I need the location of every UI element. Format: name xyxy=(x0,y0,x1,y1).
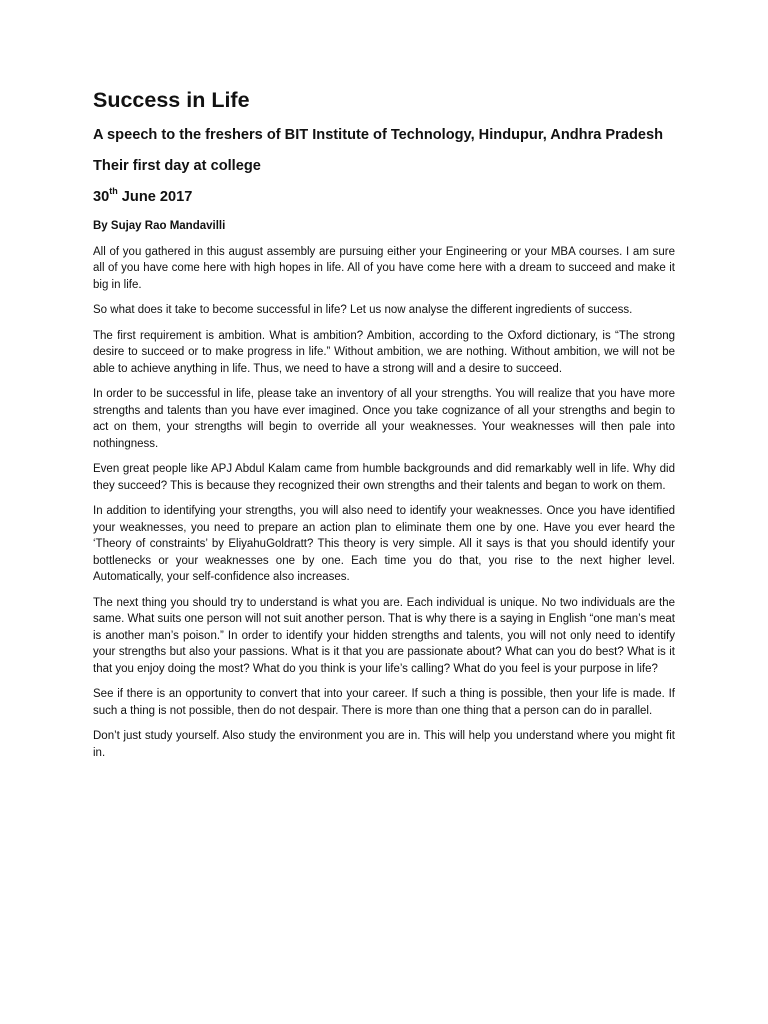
paragraph: See if there is an opportunity to convert that into your career. If such a thing is possible, then your life is made. If such a thing is not possible, then do not despair. There is more than one thing that a person can do in parallel. xyxy=(93,688,675,717)
date-day: 30 xyxy=(93,188,110,205)
paragraph: Even great people like APJ Abdul Kalam came from humble backgrounds and did remarkably well in life. Why did they succeed? This is because they recognized their own strengths and their talents and began to work on them. xyxy=(93,463,675,492)
paragraph: So what does it take to become successful in life? Let us now analyse the different ingredients of success. xyxy=(93,304,633,317)
paragraph: All of you gathered in this august assembly are pursuing either your Engineering or your MBA courses. I am sure all of you have come here with high hopes in life. All of you have come here with a dream to succeed and make it big in life. xyxy=(93,245,675,291)
document-date xyxy=(93,185,675,207)
paragraph: Don’t just study yourself. Also study the environment you are in. This will help you understand where you might fit in. xyxy=(93,730,675,759)
paragraph: In addition to identifying your strengths, you will also need to identify your weaknesses. Once you have identified your weaknesses, you need to prepare an action plan to eliminate them one by one. Have you ever heard the ‘Theory of constraints’ by EliyahuGoldratt? This theory is very simple. All it says is that you should identify your bottlenecks or your weaknesses one by one. Each time you do that, you rise to the next higher level. Automatically, your self-confidence also increases. xyxy=(93,505,675,584)
document-body xyxy=(93,88,675,770)
paragraph: In order to be successful in life, please take an inventory of all your strengths. You will realize that you have more strengths and talents than you have ever imagined. Once you take cognizance of all your strengths and begin to act on them, your strengths will begin to override all your weaknesses. Your weaknesses will then pale into nothingness. xyxy=(93,388,675,450)
paragraph: The first requirement is ambition. What is ambition? Ambition, according to the Oxford dictionary, is “The strong desire to succeed or to make progress in life.” Without ambition, we are nothing. Without ambition, we will not be able to achieve anything in life. Thus, we need to have a strong will and a desire to succeed. xyxy=(93,329,675,375)
document-author: By Sujay Rao Mandavilli xyxy=(93,219,226,232)
document-title: Success in Life xyxy=(93,88,250,112)
date-suffix: th xyxy=(109,185,118,196)
document-occasion: Their first day at college xyxy=(93,157,261,174)
document-subtitle: A speech to the freshers of BIT Institute of Technology, Hindupur, Andhra Pradesh xyxy=(93,126,664,143)
paragraph: The next thing you should try to understand is what you are. Each individual is unique. No two individuals are the same. What suits one person will not suit another person. That is why there is a saying in English “one man’s meat is another man’s poison.” In order to identify your hidden strengths and talents, you will not only need to identify your strengths but also your passions. What is it that you are passionate about? What can you do best? What is it that you enjoy doing the most? What do you think is your life’s calling? What do you feel is your purpose in life? xyxy=(93,596,675,675)
date-rest: June 2017 xyxy=(117,188,193,205)
